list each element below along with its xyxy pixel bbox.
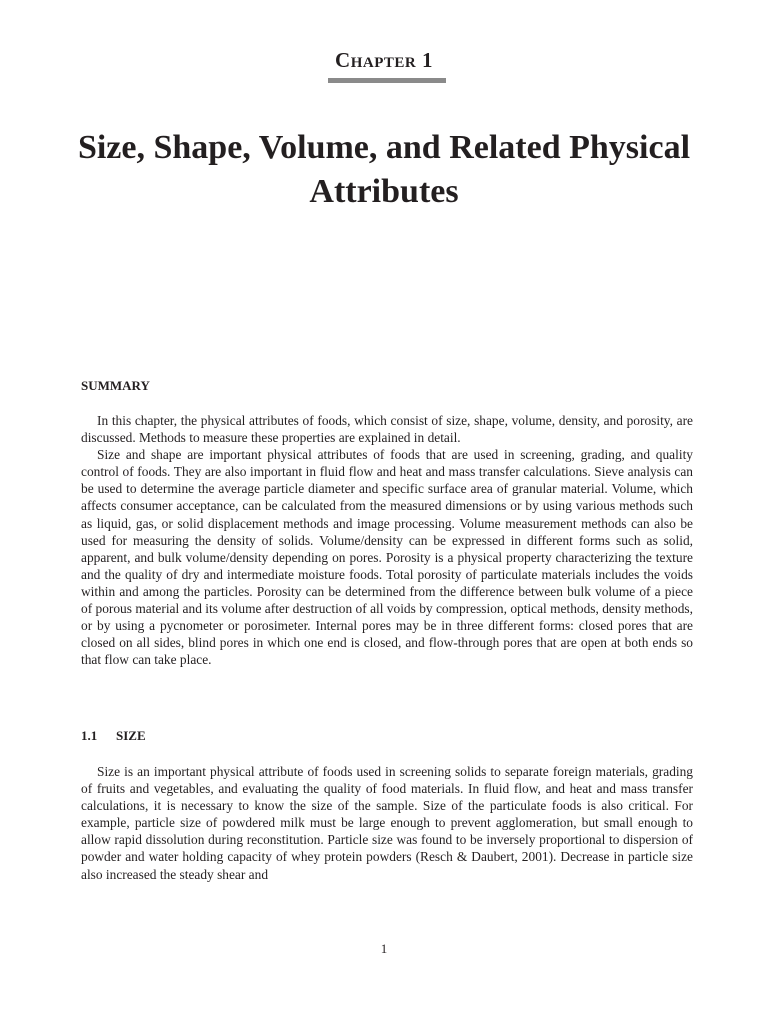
chapter-rule [328,78,446,83]
summary-paragraph-1: In this chapter, the physical attributes of foods, which consist of size, shape, volume, density, and porosity, are discussed. Methods to measure these properties are explained in detail. [81,413,693,446]
chapter-title: Size, Shape, Volume, and Related Physical Attributes [77,129,691,210]
size-paragraph-1: Size is an important physical attribute of foods used in screening solids to separate foreign materials, grading of fruits and vegetables, and evaluating the quality of food materials. In fluid flow, and heat and mass transfer calculations, it is necessary to know the size of the sample. Size of the particulate foods is also critical. For example, particle size of powdered milk must be large enough to prevent agglomeration, but small enough to allow rapid dissolution during reconstitution. Particle size was found to be inversely proportional to dispersion of powder and water holding capacity of whey protein powders (Resch & Daubert, 2001). Decrease in particle size also increased the steady shear and [81,764,693,882]
chapter-label: Chapter 1 [335,48,433,72]
section-title: SIZE [116,728,146,743]
section-heading-size [81,727,146,745]
summary-body [81,412,693,668]
summary-paragraph-2: Size and shape are important physical attributes of foods that are used in screening, grading, and quality control of foods. They are also important in fluid flow and heat and mass transfer calculations. Sieve analysis can be used to determine the average particle diameter and specific surface area of granular material. Volume, which affects consumer acceptance, can be calculated from the measured dimensions or by using various methods such as liquid, gas, or solid displacement methods and image processing. Volume measurement methods can also be used for measuring the density of solids. Volume/density can be expressed in different forms such as solid, apparent, and bulk volume/density depending on pores. Porosity is a physical property characterizing the texture and the quality of dry and intermediate moisture foods. Total porosity of particulate materials includes the voids within and among the particles. Porosity can be determined from the difference between bulk volume of a piece of porous material and its volume after destruction of all voids by compression, optical methods, density methods, or by using a pycnometer or porosimeter. Internal pores may be in three different forms: closed pores that are closed on all sides, blind pores in which one end is closed, and flow-through pores that are open at both ends so that flow can take place. [81,447,693,668]
summary-heading: SUMMARY [81,378,150,393]
section-number: 1.1 [81,728,98,743]
page-number: 1 [380,941,388,956]
size-body [81,763,693,883]
